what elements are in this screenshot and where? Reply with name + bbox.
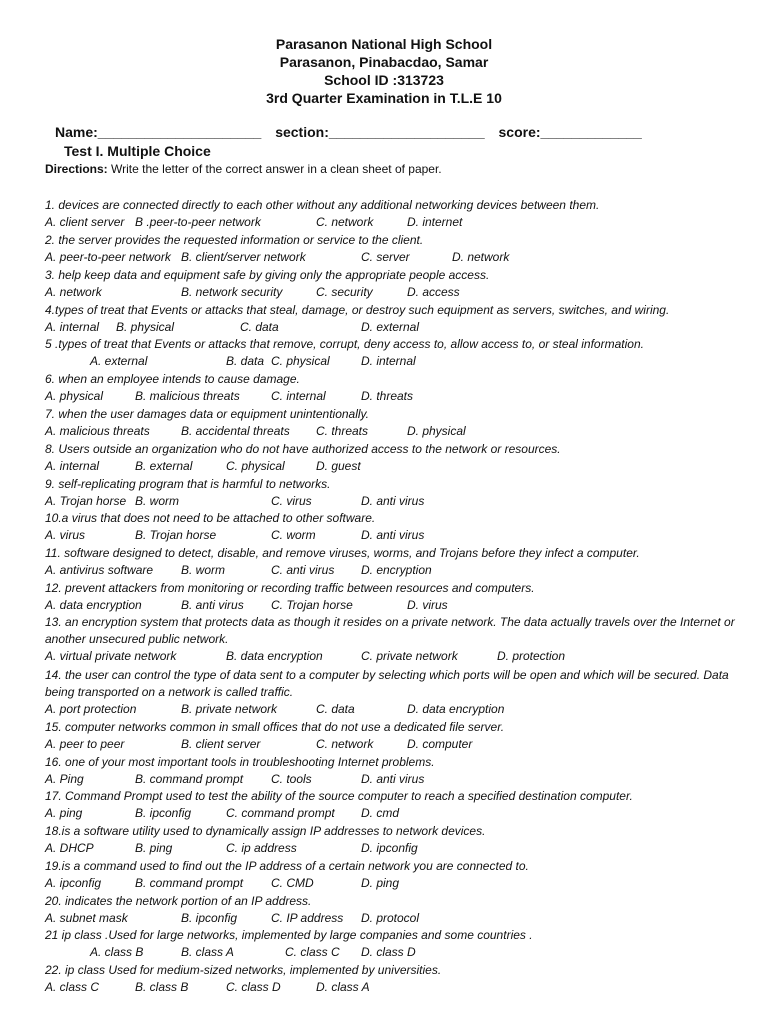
option-d: D. internet <box>407 215 463 229</box>
option-a: A. peer-to-peer network <box>45 250 171 264</box>
option-b: B. command prompt <box>135 772 244 786</box>
question-10: 10.a virus that does not need to be attached to other software. <box>45 511 376 525</box>
option-a: A. data encryption <box>45 598 142 612</box>
question-3: 3. help keep data and equipment safe by giving only the appropriate people access. <box>45 268 490 282</box>
option-d: D. data encryption <box>407 702 505 716</box>
option-d: D. guest <box>316 459 361 473</box>
option-a: A. subnet mask <box>45 911 128 925</box>
option-a: A. malicious threats <box>45 424 150 438</box>
option-d: D. physical <box>407 424 466 438</box>
option-c: C. IP address <box>271 911 344 925</box>
school-id: School ID :313723 <box>324 72 444 88</box>
directions-text: Write the letter of the correct answer in a clean sheet of paper. <box>107 162 442 176</box>
option-c: C. Trojan horse <box>271 598 353 612</box>
directions-label: Directions: <box>45 162 108 176</box>
option-c: C. network <box>316 737 374 751</box>
option-d: D. ipconfig <box>361 841 418 855</box>
question-21: 21 ip class .Used for large networks, implemented by large companies and some countries . <box>45 928 533 942</box>
option-b: B. physical <box>116 320 175 334</box>
option-a: A. virus <box>45 528 86 542</box>
option-b: B. accidental threats <box>181 424 290 438</box>
option-a: A. internal <box>45 320 100 334</box>
directions <box>45 162 745 176</box>
option-d: D. class A <box>316 980 370 994</box>
option-c: C. anti virus <box>271 563 335 577</box>
question-4: 4.types of treat that Events or attacks that steal, damage, or destroy such equipment as servers, switches, and wiring. <box>45 303 670 317</box>
option-a: A. Trojan horse <box>45 494 127 508</box>
question-16: 16. one of your most important tools in troubleshooting Internet problems. <box>45 755 435 769</box>
option-c: C. class C <box>285 945 340 959</box>
option-b: B. data <box>226 354 265 368</box>
option-a: A. antivirus software <box>45 563 154 577</box>
question-12: 12. prevent attackers from monitoring or recording traffic between resources and computers. <box>45 581 535 595</box>
option-d: D. protection <box>497 649 566 663</box>
option-c: C. physical <box>226 459 285 473</box>
option-b: B. network security <box>181 285 283 299</box>
option-a: A. client server <box>45 215 125 229</box>
option-c: C. network <box>316 215 374 229</box>
option-b: B. ipconfig <box>135 806 192 820</box>
question-14: 14. the user can control the type of data sent to a computer by selecting which ports will be open and which will be secured. Data being transported on a network is called traffic. <box>45 668 729 699</box>
option-d: D. external <box>361 320 420 334</box>
option-b: B. command prompt <box>135 876 244 890</box>
question-18: 18.is a software utility used to dynamically assign IP addresses to network devices. <box>45 824 486 838</box>
option-b: B. malicious threats <box>135 389 240 403</box>
question-22: 22. ip class Used for medium-sized networks, implemented by universities. <box>45 963 442 977</box>
question-19: 19.is a command used to find out the IP address of a certain network you are connected to. <box>45 859 529 873</box>
option-a: A. peer to peer <box>45 737 125 751</box>
question-8: 8. Users outside an organization who do not have authorized access to the network or resources. <box>45 442 561 456</box>
option-b: B. worm <box>181 563 226 577</box>
option-b: B. ipconfig <box>181 911 238 925</box>
option-b: B. anti virus <box>181 598 244 612</box>
option-d: D. threats <box>361 389 414 403</box>
option-d: D. class D <box>361 945 416 959</box>
option-b: B. class A <box>181 945 234 959</box>
question-17: 17. Command Prompt used to test the ability of the source computer to reach a specified destination computer. <box>45 789 633 803</box>
option-d: D. access <box>407 285 460 299</box>
option-a: A. class C <box>45 980 100 994</box>
option-c: C. class D <box>226 980 281 994</box>
question-7: 7. when the user damages data or equipment unintentionally. <box>45 407 369 421</box>
name-field: Name:_____________________ <box>55 124 262 140</box>
option-a: A. physical <box>45 389 104 403</box>
option-c: C. data <box>316 702 355 716</box>
option-a: A. port protection <box>45 702 137 716</box>
question-1: 1. devices are connected directly to each other without any additional networking devices between them. <box>45 198 600 212</box>
option-c: C. private network <box>361 649 458 663</box>
option-d: D. network <box>452 250 510 264</box>
question-9: 9. self-replicating program that is harmful to networks. <box>45 477 331 491</box>
option-c: C. ip address <box>226 841 297 855</box>
option-c: C. command prompt <box>226 806 335 820</box>
option-c: C. CMD <box>271 876 314 890</box>
exam-title: 3rd Quarter Examination in T.L.E 10 <box>266 90 502 106</box>
option-c: C. threats <box>316 424 369 438</box>
option-c: C. security <box>316 285 373 299</box>
option-b: B .peer-to-peer network <box>135 215 261 229</box>
option-b: B. Trojan horse <box>135 528 217 542</box>
question-5: 5 .types of treat that Events or attacks that remove, corrupt, deny access to, allow access to, or steal information. <box>45 337 644 351</box>
option-d: D. anti virus <box>361 528 425 542</box>
question-15: 15. computer networks common in small offices that do not use a dedicated file server. <box>45 720 505 734</box>
option-b: B. class B <box>135 980 189 994</box>
option-c: C. virus <box>271 494 312 508</box>
option-b: B. ping <box>135 841 173 855</box>
option-a: A. network <box>45 285 102 299</box>
option-a: A. internal <box>45 459 100 473</box>
school-address: Parasanon, Pinabacdao, Samar <box>279 54 489 70</box>
option-d: D. protocol <box>361 911 420 925</box>
option-b: B. client/server network <box>181 250 306 264</box>
option-d: D. anti virus <box>361 494 425 508</box>
option-d: D. encryption <box>361 563 432 577</box>
option-a: A. class B <box>90 945 144 959</box>
option-d: D. anti virus <box>361 772 425 786</box>
option-c: C. physical <box>271 354 330 368</box>
question-11: 11. software designed to detect, disable, and remove viruses, worms, and Trojans before they infect a computer. <box>45 546 640 560</box>
school-name: Parasanon National High School <box>275 36 493 52</box>
option-c: C. worm <box>271 528 316 542</box>
option-a: A. ipconfig <box>45 876 102 890</box>
option-d: D. virus <box>407 598 448 612</box>
option-d: D. ping <box>361 876 400 890</box>
question-20: 20. indicates the network portion of an IP address. <box>45 894 312 908</box>
option-a: A. Ping <box>45 772 84 786</box>
option-d: D. internal <box>361 354 416 368</box>
option-b: B. worm <box>135 494 180 508</box>
option-a: A. DHCP <box>45 841 94 855</box>
option-d: D. cmd <box>361 806 400 820</box>
option-d: D. computer <box>407 737 473 751</box>
option-a: A. virtual private network <box>45 649 177 663</box>
option-a: A. ping <box>45 806 83 820</box>
section-field: section:____________________ <box>275 124 485 140</box>
option-b: B. private network <box>181 702 278 716</box>
question-13: 13. an encryption system that protects data as though it resides on a private network. The data actually travels over the Internet or another unsecured public network. <box>45 615 735 646</box>
option-c: C. server <box>361 250 410 264</box>
option-b: B. client server <box>181 737 261 751</box>
question-2: 2. the server provides the requested information or service to the client. <box>45 233 424 247</box>
option-b: B. external <box>135 459 193 473</box>
student-info-row <box>55 124 755 140</box>
option-c: C. tools <box>271 772 312 786</box>
question-6: 6. when an employee intends to cause damage. <box>45 372 300 386</box>
option-c: C. data <box>240 320 279 334</box>
test-title: Test I. Multiple Choice <box>64 143 211 159</box>
option-b: B. data encryption <box>226 649 323 663</box>
option-c: C. internal <box>271 389 326 403</box>
option-a: A. external <box>90 354 148 368</box>
score-field: score:_____________ <box>498 124 642 140</box>
